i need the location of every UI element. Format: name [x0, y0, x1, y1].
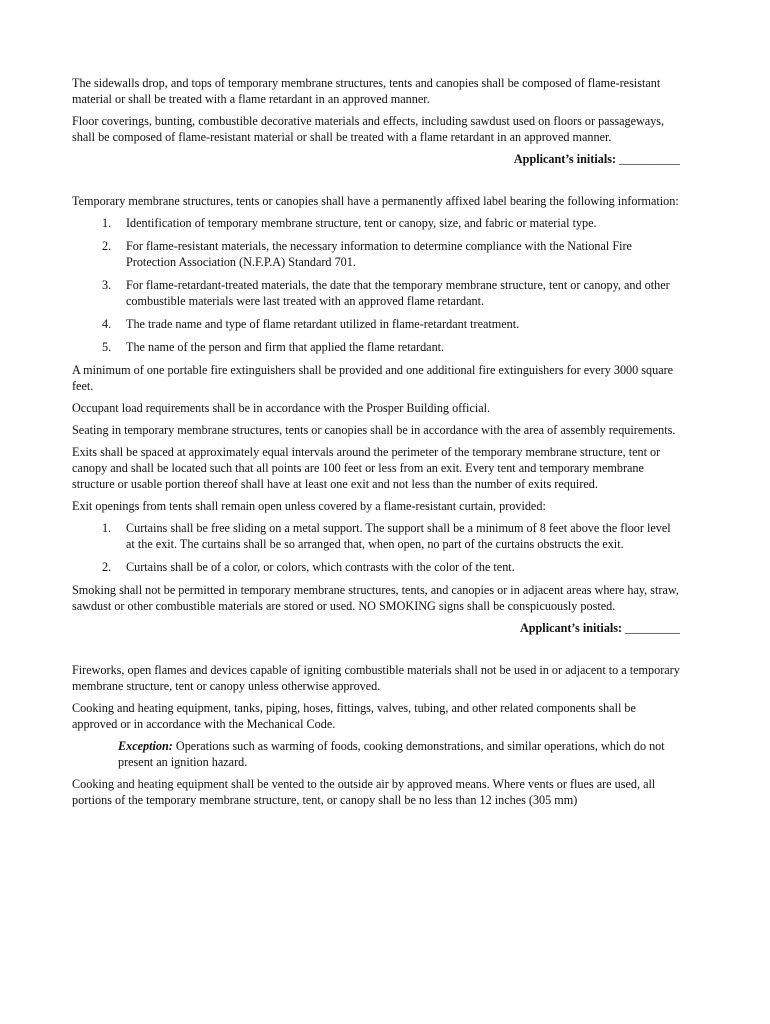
paragraph-exit-openings: Exit openings from tents shall remain open unless covered by a flame-resistant curtain, provided:: [72, 499, 546, 513]
exception-label: Exception:: [118, 739, 173, 753]
list-item: 2. For flame-resistant materials, the necessary information to determine compliance with the National Fire Protection Association (N.F.P.A) Standard 701.: [102, 239, 632, 269]
exception-text: Operations such as warming of foods, cooking demonstrations, and similar operations, which do not present an ignition hazard.: [118, 739, 665, 769]
exception-note: [72, 738, 680, 770]
paragraph-floor-coverings: Floor coverings, bunting, combustible decorative materials and effects, including sawdust used on floors or passageways, shall be composed of flame-resistant material or shall be treated with a flame retardant in an approved manner.: [72, 114, 665, 144]
list-item: 4. The trade name and type of flame retardant utilized in flame-retardant treatment.: [102, 317, 520, 331]
paragraph-occupant-load: Occupant load requirements shall be in accordance with the Prosper Building official.: [72, 401, 491, 415]
applicant-initials-line-1: [72, 151, 680, 167]
applicant-initials-line-2: [72, 620, 680, 636]
paragraph-smoking: Smoking shall not be permitted in temporary membrane structures, tents, and canopies or in adjacent areas where hay, straw, sawdust or other combustible materials are stored or used. NO SMOKING signs shall be conspicuously posted.: [72, 583, 679, 613]
list-item: 3. For flame-retardant-treated materials, the date that the temporary membrane structure, tent or canopy, and other combustible materials were last treated with an approved flame retardant.: [102, 278, 670, 308]
paragraph-extinguishers: A minimum of one portable fire extinguishers shall be provided and one additional fire extinguishers for every 3000 square feet.: [72, 363, 674, 393]
list-item: 1. Curtains shall be free sliding on a metal support. The support shall be a minimum of 8 feet above the floor level at the exit. The curtains shall be so arranged that, when open, no part of the curtains obstructs the exit.: [102, 521, 671, 551]
initials-label: Applicant’s initials:: [513, 152, 617, 166]
label-requirements-list: [72, 215, 680, 355]
paragraph-label-intro: Temporary membrane structures, tents or canopies shall have a permanently affixed label bearing the following information:: [72, 194, 679, 208]
initials-label: Applicant’s initials:: [519, 621, 623, 635]
paragraph-venting: Cooking and heating equipment shall be vented to the outside air by approved means. Where vents or flues are used, all portions of the temporary membrane structure, tent, or canopy shall be no less than 12 inches (305 mm): [72, 777, 656, 807]
document-body: [72, 75, 680, 814]
paragraph-cooking: Cooking and heating equipment, tanks, piping, hoses, fittings, valves, tubing, and other related components shall be approved or in accordance with the Mechanical Code.: [72, 701, 636, 731]
initials-blank[interactable]: __________: [619, 152, 680, 166]
paragraph-exits: Exits shall be spaced at approximately equal intervals around the perimeter of the temporary membrane structure, tent or canopy and shall be located such that all points are 100 feet or less from an exit. Every tent and temporary membrane structure or usable portion thereof shall have at least one exit and not less than the number of exits required.: [72, 445, 661, 491]
list-item: 5. The name of the person and firm that applied the flame retardant.: [102, 340, 445, 354]
paragraph-seating: Seating in temporary membrane structures, tents or canopies shall be in accordance with the area of assembly requirements.: [72, 423, 676, 437]
initials-blank[interactable]: _________: [625, 621, 680, 635]
paragraph-sidewalls: The sidewalls drop, and tops of temporary membrane structures, tents and canopies shall be composed of flame-resistant material or shall be treated with a flame retardant in an approved manner.: [72, 76, 661, 106]
list-item: 1. Identification of temporary membrane structure, tent or canopy, size, and fabric or material type.: [102, 216, 597, 230]
paragraph-fireworks: Fireworks, open flames and devices capable of igniting combustible materials shall not be used in or adjacent to a temporary membrane structure, tent or canopy unless otherwise approved.: [72, 663, 680, 693]
list-item: 2. Curtains shall be of a color, or colors, which contrasts with the color of the tent.: [102, 560, 515, 574]
curtain-requirements-list: [72, 520, 680, 575]
